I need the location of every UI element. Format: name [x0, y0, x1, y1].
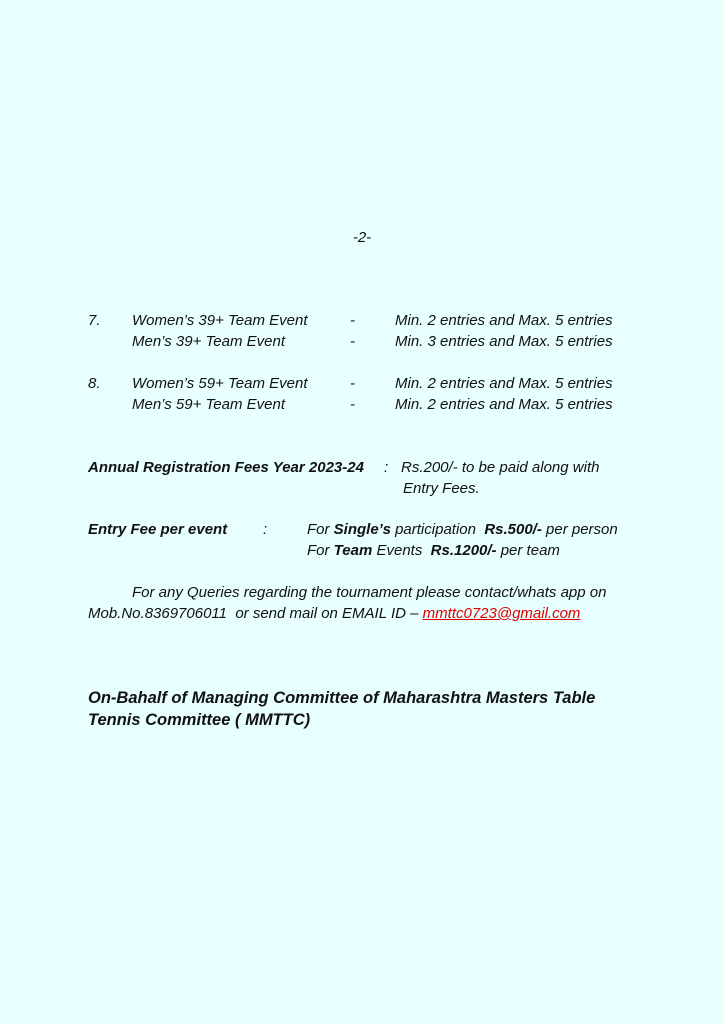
event-dash: -: [350, 312, 355, 329]
event-limit: Min. 2 entries and Max. 5 entries: [395, 375, 613, 392]
page-number: -2-: [352, 229, 372, 246]
email-link[interactable]: mmttc0723@gmail.com: [422, 605, 581, 622]
event-name: Women’s 39+ Team Event: [132, 312, 308, 329]
event-name: Men’s 39+ Team Event: [132, 333, 286, 350]
event-number-7: 7.: [88, 312, 101, 329]
entry-fee-single: For Single’s participation Rs.500/- per person: [307, 521, 618, 538]
registration-line2: Entry Fees.: [403, 480, 480, 497]
event-limit: Min. 3 entries and Max. 5 entries: [395, 333, 613, 350]
event-limit: Min. 2 entries and Max. 5 entries: [395, 312, 613, 329]
event-dash: -: [350, 375, 355, 392]
event-dash: -: [350, 333, 355, 350]
queries-line1: For any Queries regarding the tournament please contact/whats app on: [132, 584, 607, 601]
entry-fee-label: Entry Fee per event: [88, 521, 228, 538]
event-dash: -: [350, 396, 355, 413]
registration-colon: :: [384, 459, 389, 476]
on-behalf-statement: On-Bahalf of Managing Committee of Maharashtra Masters Table Tennis Committee ( MMTTC): [88, 689, 596, 729]
registration-line1: Rs.200/- to be paid along with: [401, 459, 600, 476]
queries-line2: Mob.No.8369706011 or send mail on EMAIL ID – mmttc0723@gmail.com: [88, 605, 581, 622]
event-limit: Min. 2 entries and Max. 5 entries: [395, 396, 613, 413]
entry-fee-team: For Team Events Rs.1200/- per team: [307, 542, 560, 559]
event-name: Women’s 59+ Team Event: [132, 375, 308, 392]
event-number-8: 8.: [88, 375, 101, 392]
registration-label: Annual Registration Fees Year 2023-24: [88, 459, 364, 476]
event-name: Men’s 59+ Team Event: [132, 396, 286, 413]
entry-fee-colon: :: [263, 521, 268, 538]
